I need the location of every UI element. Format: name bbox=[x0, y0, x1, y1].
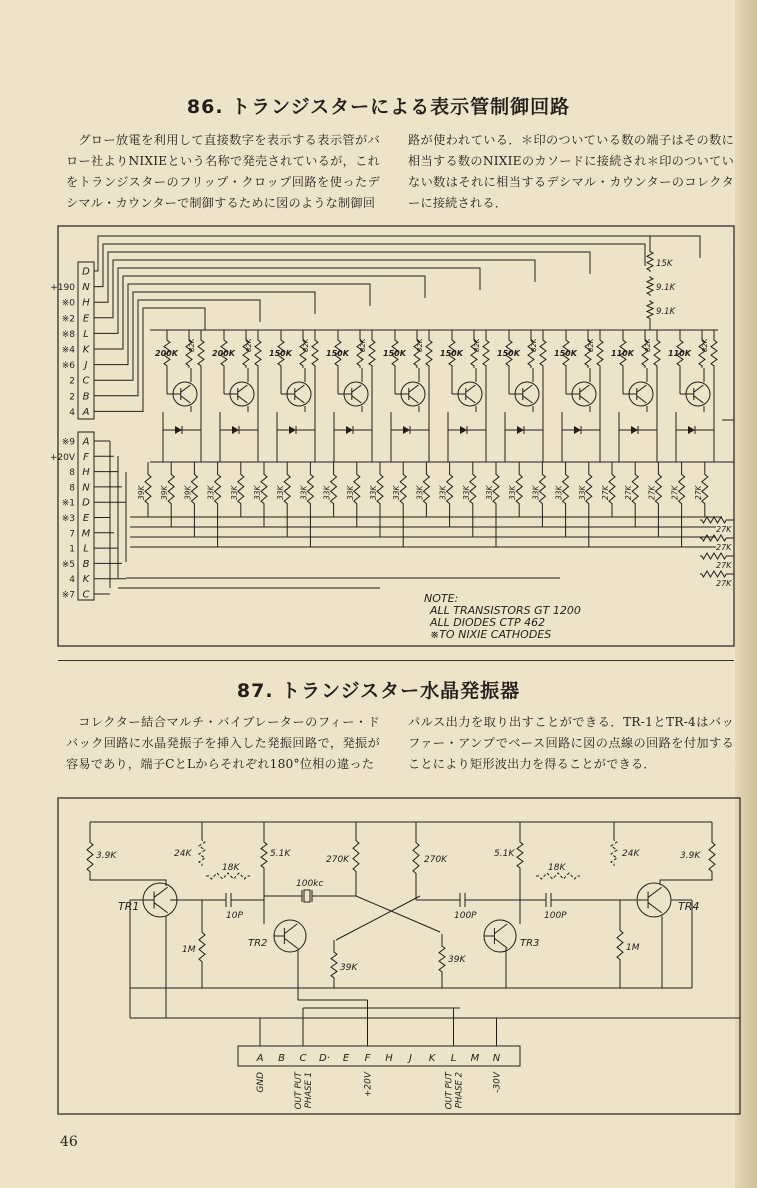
section-87-para-left: コレクター結合マルチ・バイブレーターのフィー・ドバック回路に水晶発振子を挿入した発振回路で，発振が容易であり，端子CとLからそれぞれ180°位相の違った bbox=[66, 715, 380, 771]
component-label: 82K bbox=[245, 338, 253, 352]
terminal-label: PHASE 1 bbox=[304, 1072, 314, 1109]
component-label: 39K bbox=[183, 485, 193, 500]
component-label: 150K bbox=[383, 349, 406, 358]
terminal-label: OUT PUT bbox=[444, 1072, 455, 1110]
terminal-letter: N bbox=[82, 282, 90, 294]
component-label: 27K bbox=[716, 543, 732, 552]
component-label: 270K bbox=[424, 855, 448, 865]
component-label: 150K bbox=[440, 349, 463, 358]
component-label: 39K bbox=[340, 963, 358, 973]
component-label: TR2 bbox=[248, 938, 268, 949]
terminal-mark: 4 bbox=[69, 575, 75, 586]
component-label: 33K bbox=[206, 485, 216, 500]
tr4-transistor bbox=[637, 883, 671, 917]
component-label: 3.9K bbox=[96, 851, 117, 861]
resistor-5-1k bbox=[517, 840, 523, 870]
terminal-letter: A bbox=[256, 1053, 264, 1064]
component-label: 33K bbox=[577, 485, 587, 500]
section-86-title: 86. トランジスターによる表示管制御回路 bbox=[186, 96, 571, 118]
component-label: 9.1K bbox=[656, 307, 676, 317]
terminal-letter: D bbox=[82, 497, 90, 509]
component-label: 82K bbox=[302, 338, 310, 352]
terminal-label: +20V bbox=[363, 1072, 374, 1098]
diagram-87-circuit bbox=[87, 822, 740, 1109]
terminal-letter: N bbox=[492, 1053, 501, 1064]
component-label: 33K bbox=[276, 485, 286, 500]
note-line: ALL DIODES CTP 462 bbox=[430, 616, 546, 629]
component-label: 150K bbox=[497, 349, 520, 358]
component-label: 27K bbox=[716, 525, 732, 534]
component-label: 33K bbox=[253, 485, 262, 500]
component-label: 150K bbox=[326, 349, 349, 358]
transistor-emitter bbox=[494, 938, 507, 948]
terminal-letter: H bbox=[385, 1053, 393, 1064]
terminal-letter: B bbox=[278, 1053, 285, 1064]
component-label: TR3 bbox=[520, 938, 540, 949]
resistor-18k bbox=[536, 873, 580, 879]
component-label: 27K bbox=[601, 485, 610, 500]
component-label: 33K bbox=[369, 485, 378, 500]
terminal-letter: F bbox=[364, 1053, 371, 1064]
terminal-mark: 2 bbox=[69, 376, 75, 387]
terminal-letter: B bbox=[82, 558, 90, 570]
component-label: 33K bbox=[554, 485, 564, 500]
tr3-transistor bbox=[484, 920, 516, 952]
terminal-letter: E bbox=[82, 313, 90, 325]
resistor-39k bbox=[331, 950, 337, 980]
terminal-mark: ※6 bbox=[61, 361, 75, 372]
component-label: 3.9K bbox=[680, 851, 701, 861]
component-label: 33K bbox=[322, 485, 332, 500]
resistor-1m bbox=[617, 928, 623, 962]
terminal-mark: ※5 bbox=[61, 559, 75, 570]
component-label: 100kc bbox=[296, 879, 324, 889]
note-line: ALL TRANSISTORS GT 1200 bbox=[430, 604, 581, 617]
component-label: 82K bbox=[587, 338, 595, 352]
terminal-letter: L bbox=[83, 328, 89, 340]
component-label: 270K bbox=[326, 855, 350, 865]
resistor-270k bbox=[353, 838, 359, 874]
component-label: 82K bbox=[359, 338, 367, 352]
terminal-letter: C bbox=[299, 1053, 307, 1064]
component-label: 24K bbox=[174, 849, 192, 859]
transistor-collector bbox=[648, 887, 662, 897]
transistor-emitter bbox=[284, 938, 297, 948]
terminal-letter: N bbox=[82, 482, 90, 494]
terminal-mark: 1 bbox=[69, 544, 75, 555]
terminal-letter: K bbox=[82, 574, 90, 586]
wire bbox=[660, 874, 712, 884]
component-label: 33K bbox=[345, 485, 355, 500]
component-label: 33K bbox=[485, 485, 494, 500]
terminal-letter: M bbox=[81, 528, 91, 540]
component-label: 82K bbox=[644, 338, 652, 352]
component-label: 110K bbox=[668, 349, 691, 358]
component-label: 39K bbox=[448, 955, 466, 965]
terminal-mark: 8 bbox=[69, 483, 75, 494]
transistor-collector bbox=[494, 924, 507, 934]
terminal-mark: ※3 bbox=[61, 514, 75, 524]
component-label: 82K bbox=[416, 338, 424, 352]
terminal-mark: 8 bbox=[69, 468, 75, 479]
component-label: 5.1K bbox=[270, 849, 291, 859]
component-label: 200K bbox=[212, 349, 235, 358]
component-label: 33K bbox=[531, 485, 541, 500]
component-label: TR1 bbox=[118, 900, 140, 913]
tr2-transistor bbox=[274, 920, 306, 952]
terminal-mark: 4 bbox=[69, 407, 75, 418]
terminal-letter: E bbox=[82, 513, 90, 524]
cross-coupling bbox=[356, 896, 440, 932]
component-label: 27K bbox=[716, 579, 732, 588]
component-label: TR4 bbox=[678, 900, 700, 913]
component-label: 27K bbox=[693, 485, 703, 500]
terminal-mark: +190 bbox=[50, 283, 75, 294]
resistor-3-9k bbox=[87, 840, 93, 874]
section-86-para-right: 路が使われている．＊印のついている数の端子はその数に相当する数のNIXIEのカソードに接続され＊印のついていない数はそれに相当するデシマル・カウンターのコレクターに接続される． bbox=[408, 133, 734, 210]
terminal-mark: ※8 bbox=[61, 329, 75, 340]
component-label: 39K bbox=[160, 485, 170, 500]
terminal-letter: J bbox=[409, 1053, 412, 1064]
terminal-mark: ※2 bbox=[61, 314, 75, 325]
terminal-mark: +20V bbox=[49, 452, 75, 463]
component-label: 150K bbox=[554, 349, 577, 358]
component-label: 100P bbox=[544, 911, 567, 921]
terminal-letter: D· bbox=[319, 1053, 330, 1064]
terminal-mark: ※7 bbox=[61, 590, 75, 601]
terminal-letter: F bbox=[83, 451, 89, 463]
terminal-letter: H bbox=[82, 297, 90, 309]
resistor-18k bbox=[206, 873, 250, 879]
terminal-letter: L bbox=[450, 1053, 457, 1064]
resistor-39k bbox=[439, 944, 445, 974]
terminal-mark: 7 bbox=[69, 529, 75, 540]
component-label: 150K bbox=[269, 349, 292, 358]
component-label: 82K bbox=[188, 338, 196, 352]
component-label: 100P bbox=[454, 911, 477, 921]
section-87-title: 87. トランジスター水晶発振器 bbox=[236, 680, 521, 702]
section-86-para-left: グロー放電を利用して直接数字を表示する表示管がバロー社よりNIXIEという名称で発売されているが，これをトランジスターのフリップ・クロップ回路を使ったデシマル・カウンターで制御するために図のような制御回 bbox=[66, 133, 380, 210]
note-line: NOTE: bbox=[424, 592, 459, 605]
transistor-emitter bbox=[648, 903, 662, 913]
terminal-letter: C bbox=[82, 375, 90, 387]
terminal-letter: H bbox=[82, 467, 90, 479]
component-label: 15K bbox=[656, 259, 673, 269]
terminal-letter: A bbox=[82, 406, 90, 418]
component-label: 33K bbox=[229, 485, 239, 500]
terminal-label: PHASE 2 bbox=[454, 1072, 465, 1109]
component-label: 39K bbox=[137, 485, 146, 500]
component-label: 27K bbox=[647, 485, 657, 500]
component-label: 33K bbox=[438, 485, 448, 500]
page-number: 46 bbox=[60, 1134, 78, 1150]
terminal-letter: D bbox=[82, 266, 90, 278]
terminal-mark: ※4 bbox=[61, 345, 75, 356]
terminal-mark: 2 bbox=[69, 392, 75, 403]
resistor-3-9k bbox=[709, 840, 715, 874]
component-label: 24K bbox=[622, 849, 640, 859]
terminal-label: OUT PUT bbox=[294, 1072, 304, 1110]
note-line: ※TO NIXIE CATHODES bbox=[430, 628, 552, 641]
component-label: 18K bbox=[222, 863, 240, 873]
resistor-1m bbox=[199, 930, 205, 964]
component-label: 1M bbox=[182, 945, 196, 955]
terminal-label: -30V bbox=[492, 1072, 503, 1093]
terminal-letter: K bbox=[82, 344, 90, 356]
terminal-letter: M bbox=[470, 1053, 480, 1064]
component-label: 1M bbox=[626, 943, 640, 953]
component-label: 5.1K bbox=[494, 849, 515, 859]
component-label: 27K bbox=[670, 485, 680, 500]
transistor-collector bbox=[154, 887, 168, 897]
terminal-mark: ※9 bbox=[61, 437, 75, 448]
component-label: 33K bbox=[299, 485, 309, 500]
component-label: 33K bbox=[392, 485, 402, 500]
terminal-label: GND bbox=[256, 1072, 266, 1093]
terminal-letter: J bbox=[84, 360, 88, 372]
diagram-87-frame bbox=[58, 798, 740, 1114]
component-label: 18K bbox=[548, 863, 566, 873]
component-label: 82K bbox=[701, 338, 709, 352]
component-label: 33K bbox=[508, 485, 518, 500]
terminal-letter: B bbox=[82, 391, 90, 403]
terminal-mark: ※0 bbox=[61, 298, 75, 309]
terminal-mark: ※1 bbox=[61, 498, 75, 509]
component-label: 110K bbox=[611, 349, 634, 358]
terminal-letter: E bbox=[342, 1053, 350, 1064]
terminal-letter: L bbox=[83, 543, 89, 555]
component-label: 200K bbox=[155, 349, 178, 358]
terminal-letter: A bbox=[82, 436, 90, 448]
resistor-24k bbox=[611, 838, 617, 866]
crystal-symbol bbox=[304, 890, 310, 902]
component-label: 27K bbox=[716, 561, 732, 570]
component-label: 27K bbox=[624, 485, 634, 500]
component-label: 33K bbox=[415, 485, 425, 500]
component-label: 82K bbox=[530, 338, 538, 352]
resistor-270k bbox=[413, 840, 419, 876]
terminal-letter: C bbox=[82, 589, 90, 601]
transistor-collector bbox=[284, 924, 297, 934]
terminal-letter: K bbox=[428, 1053, 436, 1064]
component-label: 9.1K bbox=[656, 283, 676, 293]
resistor-24k bbox=[199, 838, 205, 866]
component-label: 10P bbox=[226, 911, 243, 921]
transistor-emitter bbox=[154, 903, 168, 913]
component-label: 33K bbox=[461, 485, 471, 500]
resistor-5-1k bbox=[261, 840, 267, 870]
component-label: 82K bbox=[473, 338, 481, 352]
section-87-para-right: パルス出力を取り出すことができる．TR-1とTR-4はバッファー・アンプでベース回路に図の点線の回路を付加することにより矩形波出力を得ることができる． bbox=[408, 715, 734, 771]
